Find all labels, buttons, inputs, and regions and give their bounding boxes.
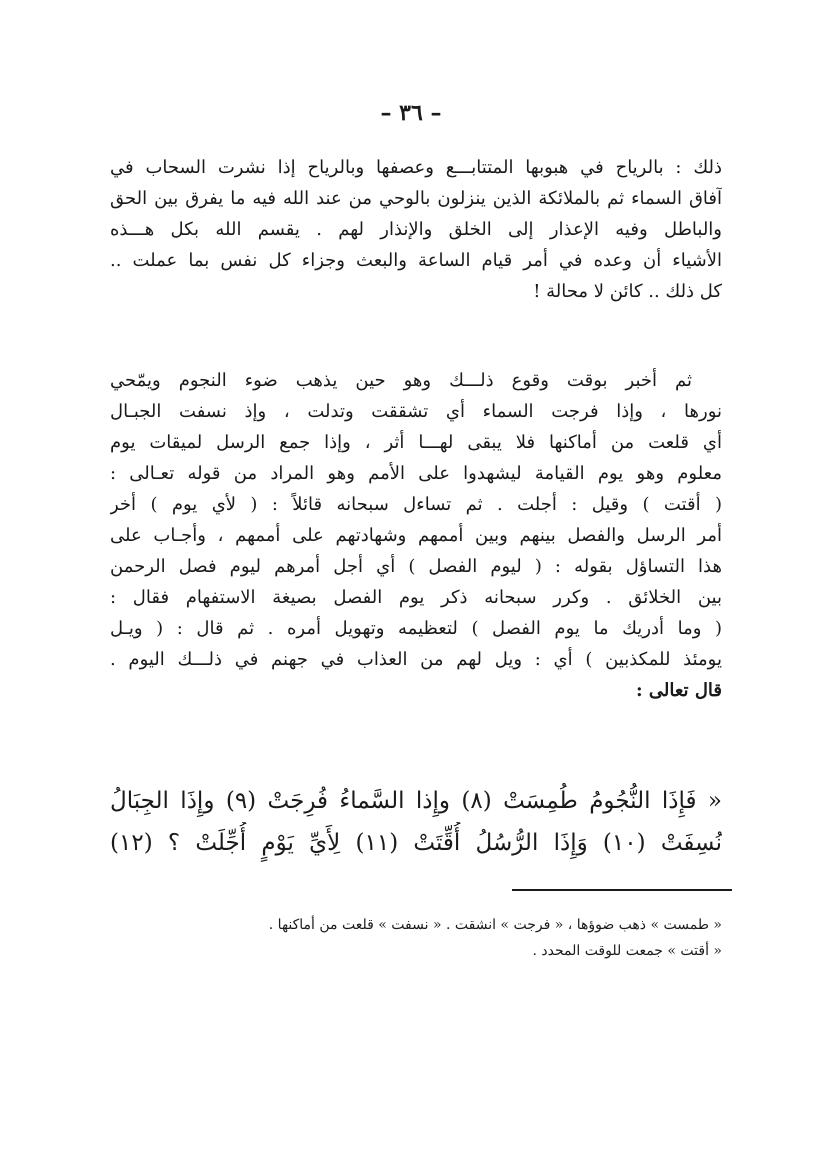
text-line: يومئذ للمكذبين ) أي : ويل لهم من العذاب في جهنم في ذلـــك اليوم . — [110, 649, 722, 670]
text-line: والباطل وفيه الإعذار إلى الخلق والإنذار لهم . يقسم الله بكل هـــذه — [110, 219, 722, 240]
text-line: أمر الرسل والفصل بينهم وبين أممهم وشهادتهم على أممهم ، وأجـاب على — [110, 525, 722, 546]
text-line: ذلك : بالرياح في هبوبها المتتابـــع وعصفها وبالرياح إذا نشرت السحاب في — [110, 157, 722, 178]
quran-verse — [110, 780, 722, 864]
text-line: بين الخلائق . وكرر سبحانه ذكر يوم الفصل بصيغة الاستفهام فقال : — [110, 587, 722, 608]
text-line: كل ذلك .. كائن لا محالة ! — [533, 281, 722, 302]
text-line: آفاق السماء ثم بالملائكة الذين ينزلون بالوحي من عند الله فيه ما يفرق بين الحق — [110, 188, 722, 209]
text-line: ( وما أدريك ما يوم الفصل ) لتعظيمه وتهويل أمره . ثم قال : ( ويـل — [110, 618, 722, 639]
footnote-line: « طمست » ذهب ضوؤها ، « فرجت » انشقت . « نسفت » قلعت من أماكنها . — [268, 917, 722, 933]
text-line: هذا التساؤل بقوله : ( ليوم الفصل ) أي أجل أمرهم ليوم فصل الرحمن — [110, 556, 722, 577]
footnote-divider — [512, 889, 732, 891]
text-line: الأشياء أن وعده في أمر قيام الساعة والبعث وجزاء كل نفس بما عملت .. — [110, 250, 722, 271]
page-number: – ٣٦ – — [380, 100, 442, 126]
footnote-line: « أقتت » جمعت للوقت المحدد . — [532, 943, 722, 959]
text-line: قال تعالى : — [635, 680, 722, 701]
verse-line: « فَإِذَا النُّجُومُ طُمِسَتْ (٨) وإِذا السَّماءُ فُرِجَتْ (٩) وإِذَا الجِبَالُ — [110, 788, 722, 814]
text-line: معلوم وهو يوم القيامة ليشهدوا على الأمم وهو المراد من قوله تعـالى : — [110, 463, 722, 484]
verse-line: نُسِفَتْ (١٠) وَإِذَا الرُّسُلُ أُقِّتَتْ (١١) لِأَيِّ يَوْمٍ أُجِّلَتْ ؟ (١٢) — [110, 830, 722, 856]
paragraph-1 — [110, 152, 722, 307]
footnote — [110, 912, 722, 964]
text-line: ( أقتت ) وقيل : أجلت . ثم تساءل سبحانه قائلاً : ( لأي يوم ) أخر — [110, 494, 722, 515]
paragraph-2 — [110, 365, 722, 706]
text-line: ثم أخبر بوقت وقوع ذلـــك وهو حين يذهب ضوء النجوم ويمّحي — [110, 370, 692, 391]
text-line: أي قلعت من أماكنها فلا يبقى لهـــا أثر ، وإذا جمع الرسل لميقات يوم — [110, 432, 722, 453]
text-line: نورها ، وإذا فرجت السماء أي تشققت وتدلت ، وإذ نسفت الجبـال — [110, 401, 722, 422]
